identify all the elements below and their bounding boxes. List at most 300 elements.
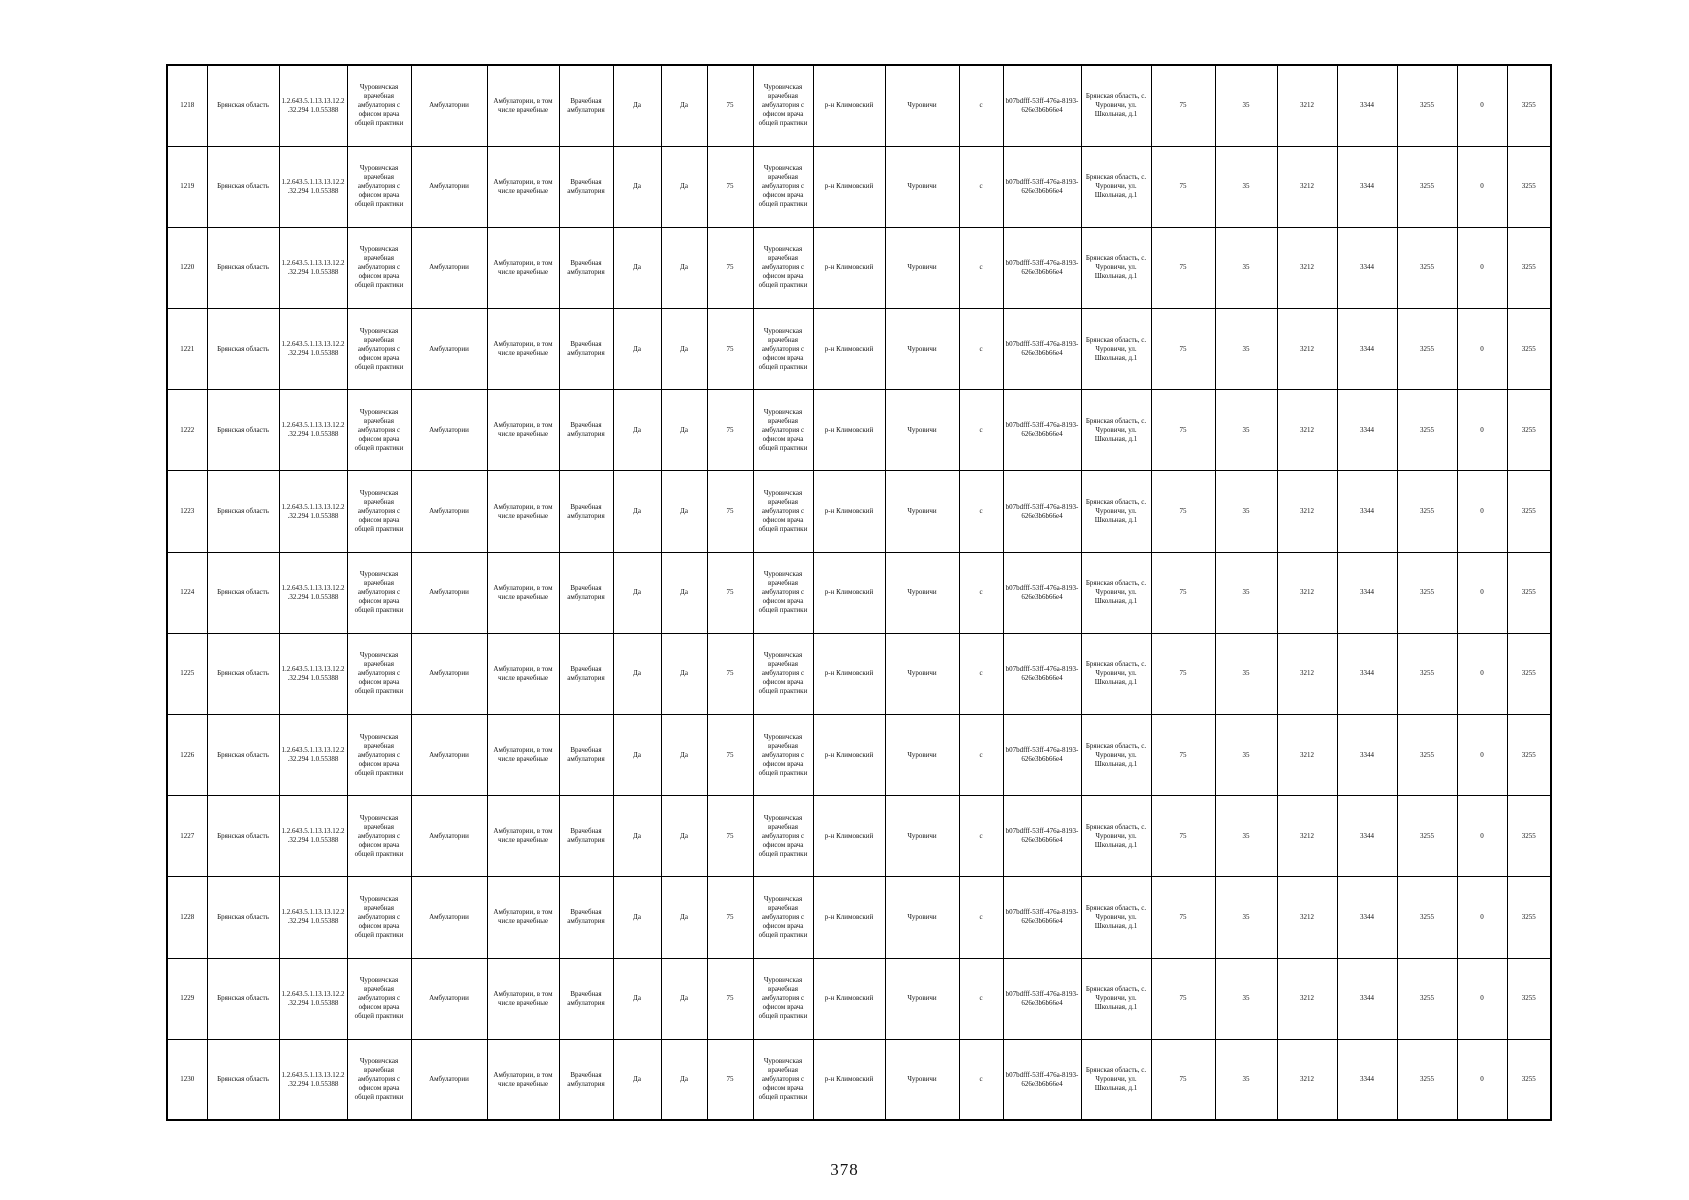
table-cell: Брянская область, с. Чуровичи, ул. Школьная, д.1 [1081, 877, 1151, 958]
table-cell: Чуровичи [885, 390, 959, 471]
table-cell: 35 [1215, 958, 1277, 1039]
table-cell: Чуровичская врачебная амбулатория с офисом врача общей практики [753, 958, 813, 1039]
table-cell: Брянская область, с. Чуровичи, ул. Школьная, д.1 [1081, 390, 1151, 471]
table-cell: Чуровичская врачебная амбулатория с офисом врача общей практики [753, 877, 813, 958]
table-cell: Да [613, 309, 661, 390]
table-cell: 1226 [167, 715, 207, 796]
table-row [167, 146, 1551, 227]
table-cell: Чуровичская врачебная амбулатория с офисом врача общей практики [753, 390, 813, 471]
table-cell: 3255 [1507, 309, 1551, 390]
table-cell: 75 [1151, 309, 1215, 390]
table-row [167, 552, 1551, 633]
table-cell: 35 [1215, 146, 1277, 227]
table-cell: с [959, 1039, 1003, 1120]
table-cell: 3255 [1507, 715, 1551, 796]
table-cell: Амбулатории, в том числе врачебные [487, 1039, 559, 1120]
table-cell: Чуровичи [885, 552, 959, 633]
table-cell: Врачебная амбулатория [559, 552, 613, 633]
table-cell: Да [661, 1039, 707, 1120]
table-cell: Чуровичская врачебная амбулатория с офисом врача общей практики [347, 877, 411, 958]
table-cell: Да [661, 796, 707, 877]
table-cell: b07bdfff-53ff-476a-8193-626e3b6b66e4 [1003, 146, 1081, 227]
table-cell: Амбулатории [411, 65, 487, 146]
table-cell: Чуровичская врачебная амбулатория с офисом врача общей практики [347, 146, 411, 227]
table-cell: 1.2.643.5.1.13.13.12.2.32.294 1.0.55388 [279, 309, 347, 390]
table-cell: 0 [1457, 552, 1507, 633]
table-cell: Амбулатории [411, 715, 487, 796]
table-cell: Чуровичская врачебная амбулатория с офисом врача общей практики [753, 227, 813, 308]
table-cell: 3344 [1337, 877, 1397, 958]
table-cell: с [959, 633, 1003, 714]
table-cell: с [959, 796, 1003, 877]
table-cell: Врачебная амбулатория [559, 471, 613, 552]
table-cell: Амбулатории [411, 1039, 487, 1120]
table-cell: Да [661, 146, 707, 227]
table-cell: Да [661, 958, 707, 1039]
table-cell: с [959, 877, 1003, 958]
table-cell: 75 [1151, 1039, 1215, 1120]
table-cell: 3212 [1277, 552, 1337, 633]
table-cell: 3255 [1397, 796, 1457, 877]
table-cell: Брянская область, с. Чуровичи, ул. Школьная, д.1 [1081, 471, 1151, 552]
table-cell: с [959, 471, 1003, 552]
table-cell: 3255 [1397, 146, 1457, 227]
table-cell: Брянская область [207, 796, 279, 877]
table-cell: Брянская область, с. Чуровичи, ул. Школьная, д.1 [1081, 796, 1151, 877]
table-cell: 3255 [1397, 958, 1457, 1039]
table-cell: 3255 [1397, 309, 1457, 390]
facilities-table [166, 64, 1552, 1121]
table-cell: Амбулатории [411, 552, 487, 633]
table-cell: 0 [1457, 227, 1507, 308]
table-cell: Брянская область, с. Чуровичи, ул. Школьная, д.1 [1081, 65, 1151, 146]
table-row [167, 796, 1551, 877]
table-cell: 3255 [1397, 227, 1457, 308]
table-cell: Чуровичская врачебная амбулатория с офисом врача общей практики [347, 390, 411, 471]
table-cell: р-н Климовский [813, 877, 885, 958]
table-cell: Врачебная амбулатория [559, 958, 613, 1039]
table-cell: р-н Климовский [813, 1039, 885, 1120]
table-cell: р-н Климовский [813, 146, 885, 227]
table-cell: Чуровичи [885, 146, 959, 227]
table-cell: Амбулатории, в том числе врачебные [487, 309, 559, 390]
table-cell: b07bdfff-53ff-476a-8193-626e3b6b66e4 [1003, 715, 1081, 796]
table-cell: Брянская область [207, 227, 279, 308]
table-cell: 3212 [1277, 877, 1337, 958]
table-cell: 3344 [1337, 1039, 1397, 1120]
table-cell: с [959, 552, 1003, 633]
table-cell: Чуровичская врачебная амбулатория с офисом врача общей практики [753, 552, 813, 633]
table-cell: 3255 [1397, 715, 1457, 796]
table-cell: Амбулатории, в том числе врачебные [487, 715, 559, 796]
table-cell: 75 [1151, 146, 1215, 227]
table-cell: 75 [1151, 796, 1215, 877]
table-row [167, 1039, 1551, 1120]
table-cell: 0 [1457, 796, 1507, 877]
table-cell: р-н Климовский [813, 309, 885, 390]
table-cell: b07bdfff-53ff-476a-8193-626e3b6b66e4 [1003, 65, 1081, 146]
table-cell: 0 [1457, 309, 1507, 390]
table-cell: 3255 [1397, 877, 1457, 958]
table-cell: 75 [1151, 552, 1215, 633]
table-cell: р-н Климовский [813, 390, 885, 471]
table-cell: с [959, 390, 1003, 471]
table-cell: Чуровичская врачебная амбулатория с офисом врача общей практики [347, 958, 411, 1039]
table-cell: Чуровичская врачебная амбулатория с офисом врача общей практики [753, 146, 813, 227]
table-cell: 75 [1151, 958, 1215, 1039]
table-cell: Брянская область [207, 65, 279, 146]
table-cell: р-н Климовский [813, 796, 885, 877]
table-cell: Брянская область, с. Чуровичи, ул. Школьная, д.1 [1081, 227, 1151, 308]
table-cell: 75 [1151, 227, 1215, 308]
table-cell: b07bdfff-53ff-476a-8193-626e3b6b66e4 [1003, 471, 1081, 552]
table-cell: Да [613, 552, 661, 633]
table-cell: 75 [707, 877, 753, 958]
table-cell: Брянская область [207, 309, 279, 390]
table-cell: 3344 [1337, 309, 1397, 390]
table-cell: Да [613, 715, 661, 796]
table-cell: Амбулатории [411, 877, 487, 958]
table-row [167, 877, 1551, 958]
table-cell: 75 [707, 390, 753, 471]
table-cell: b07bdfff-53ff-476a-8193-626e3b6b66e4 [1003, 390, 1081, 471]
table-cell: b07bdfff-53ff-476a-8193-626e3b6b66e4 [1003, 227, 1081, 308]
table-cell: с [959, 65, 1003, 146]
table-cell: 35 [1215, 471, 1277, 552]
table-cell: Чуровичи [885, 1039, 959, 1120]
table-cell: 75 [1151, 633, 1215, 714]
table-cell: 3212 [1277, 958, 1337, 1039]
table-cell: 1.2.643.5.1.13.13.12.2.32.294 1.0.55388 [279, 146, 347, 227]
table-cell: 75 [707, 633, 753, 714]
table-row [167, 65, 1551, 146]
table-cell: 1.2.643.5.1.13.13.12.2.32.294 1.0.55388 [279, 877, 347, 958]
table-cell: Брянская область, с. Чуровичи, ул. Школьная, д.1 [1081, 146, 1151, 227]
table-cell: 3255 [1507, 633, 1551, 714]
table-cell: 1227 [167, 796, 207, 877]
table-cell: 3344 [1337, 65, 1397, 146]
table-cell: Амбулатории, в том числе врачебные [487, 227, 559, 308]
table-cell: 75 [1151, 471, 1215, 552]
table-cell: 3255 [1507, 958, 1551, 1039]
table-cell: b07bdfff-53ff-476a-8193-626e3b6b66e4 [1003, 796, 1081, 877]
table-cell: 75 [1151, 390, 1215, 471]
table-cell: 1.2.643.5.1.13.13.12.2.32.294 1.0.55388 [279, 633, 347, 714]
table-cell: Врачебная амбулатория [559, 65, 613, 146]
table-cell: 35 [1215, 715, 1277, 796]
table-cell: Брянская область, с. Чуровичи, ул. Школьная, д.1 [1081, 309, 1151, 390]
table-cell: Брянская область, с. Чуровичи, ул. Школьная, д.1 [1081, 633, 1151, 714]
table-cell: Брянская область [207, 877, 279, 958]
table-cell: 3255 [1397, 65, 1457, 146]
table-cell: 75 [707, 471, 753, 552]
table-cell: Врачебная амбулатория [559, 146, 613, 227]
table-cell: 1.2.643.5.1.13.13.12.2.32.294 1.0.55388 [279, 1039, 347, 1120]
table-cell: 1.2.643.5.1.13.13.12.2.32.294 1.0.55388 [279, 65, 347, 146]
table-cell: 1219 [167, 146, 207, 227]
table-cell: 1224 [167, 552, 207, 633]
table-cell: 3255 [1397, 390, 1457, 471]
table-cell: 35 [1215, 227, 1277, 308]
table-cell: 3255 [1397, 471, 1457, 552]
table-cell: 1.2.643.5.1.13.13.12.2.32.294 1.0.55388 [279, 552, 347, 633]
table-cell: Брянская область [207, 1039, 279, 1120]
table-cell: Амбулатории, в том числе врачебные [487, 796, 559, 877]
table-cell: 3212 [1277, 715, 1337, 796]
table-cell: 1.2.643.5.1.13.13.12.2.32.294 1.0.55388 [279, 715, 347, 796]
table-row [167, 471, 1551, 552]
table-cell: Брянская область, с. Чуровичи, ул. Школьная, д.1 [1081, 715, 1151, 796]
table-cell: Чуровичская врачебная амбулатория с офисом врача общей практики [753, 65, 813, 146]
table-cell: Чуровичская врачебная амбулатория с офисом врача общей практики [753, 471, 813, 552]
table-cell: Да [661, 227, 707, 308]
table-cell: Чуровичская врачебная амбулатория с офисом врача общей практики [347, 65, 411, 146]
table-cell: 1230 [167, 1039, 207, 1120]
table-cell: Брянская область [207, 552, 279, 633]
table-cell: 1220 [167, 227, 207, 308]
table-cell: 75 [707, 552, 753, 633]
table-cell: 3212 [1277, 390, 1337, 471]
table-cell: 3212 [1277, 309, 1337, 390]
table-cell: Амбулатории, в том числе врачебные [487, 471, 559, 552]
table-cell: 0 [1457, 1039, 1507, 1120]
table-cell: Чуровичи [885, 796, 959, 877]
table-cell: Да [613, 877, 661, 958]
table-cell: 35 [1215, 1039, 1277, 1120]
table-cell: 3255 [1507, 146, 1551, 227]
table-cell: Да [613, 390, 661, 471]
table-cell: Амбулатории, в том числе врачебные [487, 877, 559, 958]
table-cell: 1.2.643.5.1.13.13.12.2.32.294 1.0.55388 [279, 958, 347, 1039]
table-cell: с [959, 309, 1003, 390]
table-cell: Врачебная амбулатория [559, 227, 613, 308]
table-cell: 0 [1457, 633, 1507, 714]
table-cell: 1218 [167, 65, 207, 146]
table-cell: 35 [1215, 390, 1277, 471]
table-cell: Чуровичи [885, 877, 959, 958]
table-cell: р-н Климовский [813, 633, 885, 714]
table-cell: Амбулатории, в том числе врачебные [487, 65, 559, 146]
table-cell: Врачебная амбулатория [559, 309, 613, 390]
table-cell: Врачебная амбулатория [559, 1039, 613, 1120]
table-cell: Брянская область [207, 390, 279, 471]
table-cell: 3255 [1507, 1039, 1551, 1120]
table-cell: Да [661, 471, 707, 552]
table-row [167, 227, 1551, 308]
table-cell: Чуровичская врачебная амбулатория с офисом врача общей практики [347, 1039, 411, 1120]
table-cell: b07bdfff-53ff-476a-8193-626e3b6b66e4 [1003, 633, 1081, 714]
table-cell: 75 [707, 309, 753, 390]
table-cell: с [959, 146, 1003, 227]
table-cell: 3255 [1397, 1039, 1457, 1120]
table-cell: Да [661, 309, 707, 390]
table-cell: Чуровичская врачебная амбулатория с офисом врача общей практики [753, 796, 813, 877]
table-cell: 1.2.643.5.1.13.13.12.2.32.294 1.0.55388 [279, 227, 347, 308]
table-cell: Да [613, 227, 661, 308]
table-cell: 3255 [1507, 390, 1551, 471]
table-cell: Чуровичская врачебная амбулатория с офисом врача общей практики [347, 309, 411, 390]
table-cell: Чуровичи [885, 958, 959, 1039]
table-cell: Чуровичская врачебная амбулатория с офисом врача общей практики [753, 309, 813, 390]
table-cell: 0 [1457, 146, 1507, 227]
table-cell: 1.2.643.5.1.13.13.12.2.32.294 1.0.55388 [279, 796, 347, 877]
table-cell: 0 [1457, 390, 1507, 471]
table-cell: 3344 [1337, 146, 1397, 227]
table-cell: Амбулатории [411, 227, 487, 308]
table-cell: Да [613, 65, 661, 146]
table-cell: 3212 [1277, 1039, 1337, 1120]
table-cell: 75 [1151, 715, 1215, 796]
table-cell: р-н Климовский [813, 715, 885, 796]
table-cell: 3344 [1337, 958, 1397, 1039]
table-cell: Чуровичи [885, 309, 959, 390]
table-row [167, 715, 1551, 796]
table-cell: Врачебная амбулатория [559, 633, 613, 714]
table-cell: 3255 [1507, 552, 1551, 633]
table-cell: Чуровичи [885, 227, 959, 308]
table-cell: р-н Климовский [813, 65, 885, 146]
table-cell: Да [661, 633, 707, 714]
table-cell: Да [613, 633, 661, 714]
table-cell: 35 [1215, 796, 1277, 877]
table-cell: 1223 [167, 471, 207, 552]
table-cell: 3344 [1337, 227, 1397, 308]
table-cell: 3344 [1337, 633, 1397, 714]
table-cell: Чуровичская врачебная амбулатория с офисом врача общей практики [753, 715, 813, 796]
table-row [167, 633, 1551, 714]
table-cell: Чуровичи [885, 633, 959, 714]
table-cell: Да [661, 65, 707, 146]
table-cell: 75 [1151, 877, 1215, 958]
table-cell: 75 [707, 146, 753, 227]
table-cell: 3212 [1277, 227, 1337, 308]
table-cell: 3212 [1277, 146, 1337, 227]
table-cell: 75 [707, 1039, 753, 1120]
table-cell: 1.2.643.5.1.13.13.12.2.32.294 1.0.55388 [279, 390, 347, 471]
table-cell: Да [613, 471, 661, 552]
table-cell: 3255 [1507, 796, 1551, 877]
table-cell: 75 [707, 65, 753, 146]
table-cell: Амбулатории, в том числе врачебные [487, 552, 559, 633]
table-cell: Врачебная амбулатория [559, 715, 613, 796]
table-cell: р-н Климовский [813, 227, 885, 308]
table-cell: Чуровичская врачебная амбулатория с офисом врача общей практики [347, 552, 411, 633]
table-cell: р-н Климовский [813, 958, 885, 1039]
table-cell: Брянская область [207, 146, 279, 227]
table-cell: Чуровичская врачебная амбулатория с офисом врача общей практики [347, 796, 411, 877]
table-cell: 1225 [167, 633, 207, 714]
table-cell: Амбулатории [411, 796, 487, 877]
table-cell: Да [613, 796, 661, 877]
table-cell: 3255 [1397, 552, 1457, 633]
table-cell: Чуровичская врачебная амбулатория с офисом врача общей практики [753, 633, 813, 714]
table-cell: 0 [1457, 471, 1507, 552]
table-cell: Чуровичская врачебная амбулатория с офисом врача общей практики [347, 227, 411, 308]
table-cell: Врачебная амбулатория [559, 390, 613, 471]
table-cell: 3344 [1337, 715, 1397, 796]
table-cell: Амбулатории [411, 309, 487, 390]
table-cell: Амбулатории, в том числе врачебные [487, 633, 559, 714]
table-cell: Врачебная амбулатория [559, 877, 613, 958]
table-cell: 3255 [1397, 633, 1457, 714]
table-body [167, 65, 1551, 1120]
table-cell: b07bdfff-53ff-476a-8193-626e3b6b66e4 [1003, 958, 1081, 1039]
table-cell: 75 [707, 715, 753, 796]
table-cell: 3344 [1337, 471, 1397, 552]
table-cell: Да [613, 146, 661, 227]
table-cell: Да [661, 715, 707, 796]
table-cell: 3212 [1277, 796, 1337, 877]
table-cell: Амбулатории [411, 471, 487, 552]
table-cell: 3255 [1507, 877, 1551, 958]
table-cell: b07bdfff-53ff-476a-8193-626e3b6b66e4 [1003, 552, 1081, 633]
table-cell: Врачебная амбулатория [559, 796, 613, 877]
table-cell: Чуровичи [885, 471, 959, 552]
table-cell: Чуровичская врачебная амбулатория с офисом врача общей практики [347, 471, 411, 552]
table-cell: 35 [1215, 877, 1277, 958]
table-row [167, 390, 1551, 471]
table-cell: с [959, 227, 1003, 308]
table-cell: 0 [1457, 715, 1507, 796]
table-cell: 3212 [1277, 65, 1337, 146]
table-cell: Брянская область [207, 715, 279, 796]
table-cell: 0 [1457, 877, 1507, 958]
table-cell: 1228 [167, 877, 207, 958]
table-cell: 35 [1215, 552, 1277, 633]
table-cell: b07bdfff-53ff-476a-8193-626e3b6b66e4 [1003, 877, 1081, 958]
table-cell: р-н Климовский [813, 552, 885, 633]
table-cell: Амбулатории, в том числе врачебные [487, 390, 559, 471]
table-cell: 3212 [1277, 633, 1337, 714]
table-cell: Да [661, 877, 707, 958]
table-cell: с [959, 715, 1003, 796]
table-cell: 1221 [167, 309, 207, 390]
table-row [167, 309, 1551, 390]
table-cell: 3344 [1337, 796, 1397, 877]
table-cell: 35 [1215, 633, 1277, 714]
table-cell: Чуровичская врачебная амбулатория с офисом врача общей практики [347, 715, 411, 796]
table-cell: Да [613, 1039, 661, 1120]
table-cell: 3212 [1277, 471, 1337, 552]
table-cell: Чуровичи [885, 65, 959, 146]
table-cell: 3344 [1337, 390, 1397, 471]
table-cell: 0 [1457, 65, 1507, 146]
table-row [167, 958, 1551, 1039]
table-cell: 75 [1151, 65, 1215, 146]
table-cell: Чуровичская врачебная амбулатория с офисом врача общей практики [347, 633, 411, 714]
table-cell: Брянская область, с. Чуровичи, ул. Школьная, д.1 [1081, 958, 1151, 1039]
table-cell: Да [661, 552, 707, 633]
table-cell: Брянская область [207, 471, 279, 552]
table-cell: Амбулатории [411, 633, 487, 714]
table-cell: Брянская область, с. Чуровичи, ул. Школьная, д.1 [1081, 552, 1151, 633]
table-cell: Амбулатории, в том числе врачебные [487, 146, 559, 227]
table-cell: Брянская область, с. Чуровичи, ул. Школьная, д.1 [1081, 1039, 1151, 1120]
table-cell: 1.2.643.5.1.13.13.12.2.32.294 1.0.55388 [279, 471, 347, 552]
table-cell: 3255 [1507, 65, 1551, 146]
page-number: 378 [830, 1160, 859, 1179]
table-cell: 75 [707, 958, 753, 1039]
table-cell: 35 [1215, 309, 1277, 390]
table-cell: р-н Климовский [813, 471, 885, 552]
table-cell: 75 [707, 227, 753, 308]
table-cell: Амбулатории [411, 958, 487, 1039]
table-cell: 35 [1215, 65, 1277, 146]
table-cell: Амбулатории [411, 390, 487, 471]
table-cell: Да [613, 958, 661, 1039]
table-cell: Брянская область [207, 958, 279, 1039]
table-cell: 3344 [1337, 552, 1397, 633]
